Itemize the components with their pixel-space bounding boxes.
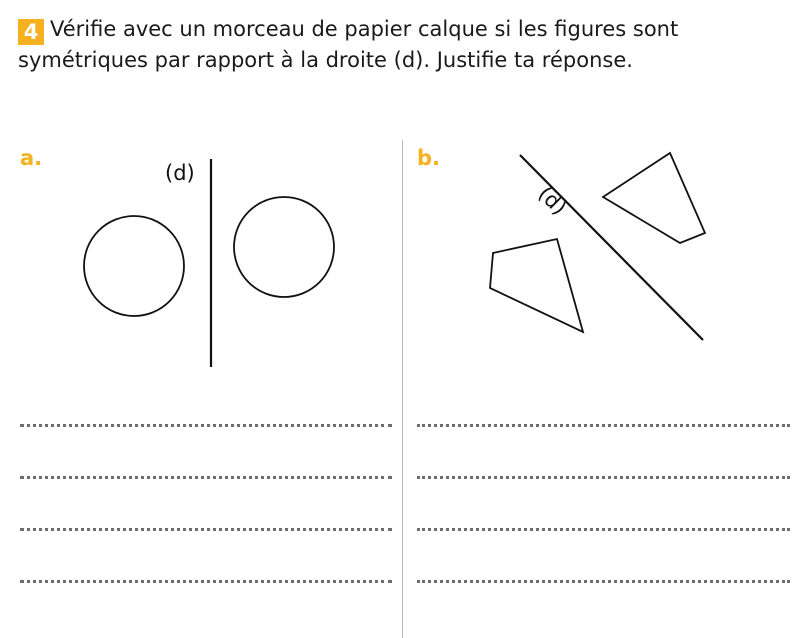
answer-lines-a [20, 424, 392, 632]
circle-left [84, 216, 184, 316]
column-divider [402, 140, 403, 638]
answer-line[interactable] [417, 528, 790, 531]
part-label-a: a. [20, 146, 43, 170]
quadrilateral-left [490, 239, 583, 332]
answer-line[interactable] [20, 580, 392, 583]
answer-line[interactable] [20, 528, 392, 531]
exercise-instruction [18, 14, 790, 75]
part-label-b: b. [417, 146, 441, 170]
answer-line[interactable] [20, 476, 392, 479]
figure-b [425, 135, 795, 400]
instruction-text: Vérifie avec un morceau de papier calque si les figures sont symétriques par rapport à la droite (d). Justifie ta réponse. [18, 17, 679, 72]
figure-a-drawing [30, 135, 390, 400]
answer-line[interactable] [20, 424, 392, 427]
answer-line[interactable] [417, 476, 790, 479]
figure-b-drawing [425, 135, 795, 400]
axis-label-a: (d) [165, 161, 195, 185]
symmetry-axis-b [520, 155, 703, 340]
figure-a [30, 135, 390, 400]
answer-line[interactable] [417, 424, 790, 427]
circle-right [234, 197, 334, 297]
quadrilateral-right [603, 153, 705, 243]
answer-line[interactable] [417, 580, 790, 583]
exercise-number-badge: 4 [18, 19, 44, 45]
axis-label-b: (d) [533, 181, 572, 220]
answer-lines-b [417, 424, 790, 632]
